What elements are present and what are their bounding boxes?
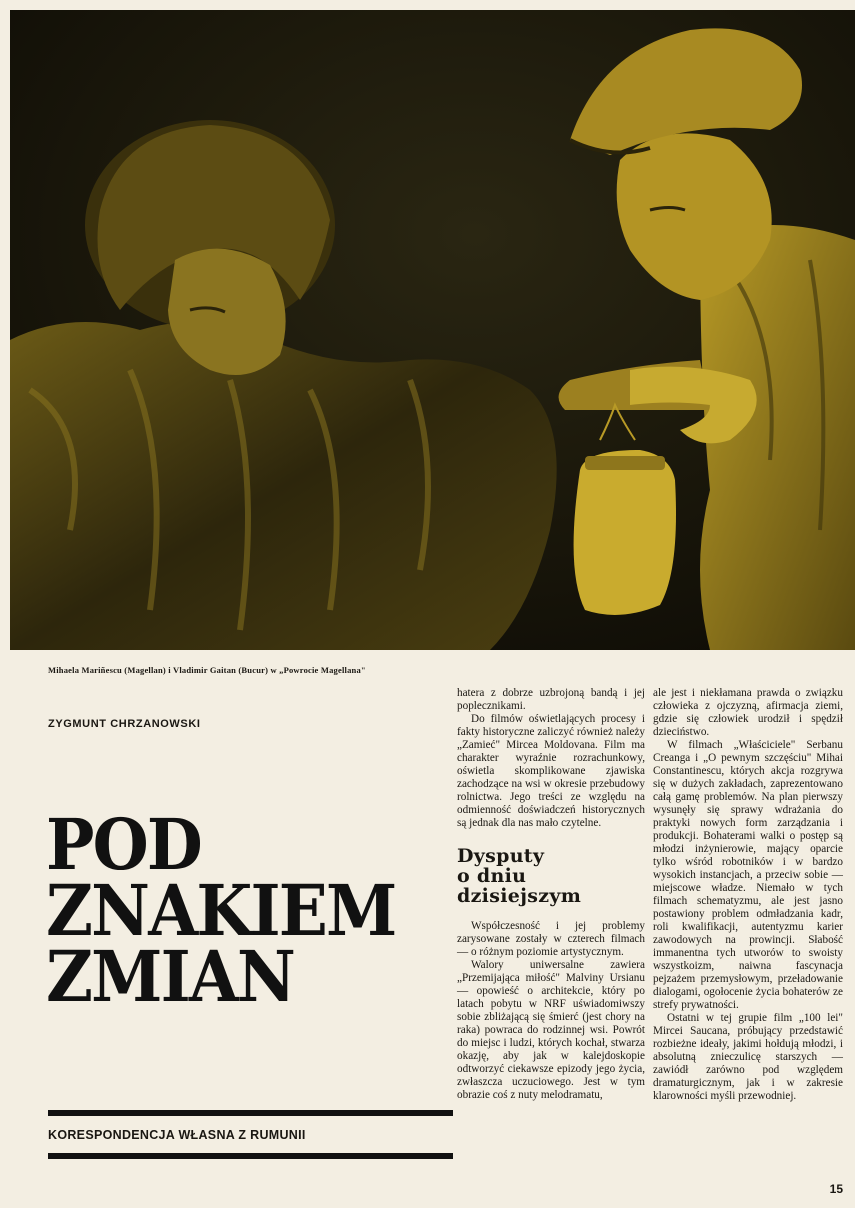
article-headline: [46, 803, 456, 1018]
text-column-1: [457, 687, 645, 1102]
section-title-line-3: dzisiejszym: [457, 885, 582, 907]
paragraph: Współczesność i jej problemy zarysowane zostały w czterech filmach — o różnym poziomie artystycznym.: [457, 920, 645, 958]
text-column-2: [653, 687, 843, 1103]
paragraph: hatera z dobrze uzbrojoną bandą i jej poplecznikami.: [457, 687, 645, 712]
headline-line-2: ZNAKIEM: [46, 869, 396, 952]
headline-rule-top: [48, 1110, 453, 1116]
section-title-line-2: o dniu: [457, 865, 527, 887]
headline-line-3: ZMIAN: [46, 935, 295, 1018]
section-title-line-1: Dysputy: [457, 845, 545, 867]
section-title: [457, 846, 645, 906]
paragraph: Do filmów oświetlających procesy i fakty historyczne zaliczyć również należy „Zamieć" Mircea Moldovana. Film ma charakter wyraźnie rozrachunkowy, oświetla skomplikowane zjawiska zachodzące na wsi w okresie przebudowy rolnictwa. Jego treści ze względu na odmienność doświadczeń historycznych są jednak dla nas mało czytelne.: [457, 713, 645, 829]
paragraph: ale jest i niekłamana prawda o związku człowieka z ojczyzną, afirmacja ziemi, gdzie się człowiek urodził i spędził dzieciństwo.: [653, 687, 843, 738]
article-subheadline: KORESPONDENCJA WŁASNA Z RUMUNII: [48, 1128, 306, 1142]
paragraph: Ostatni w tej grupie film „100 lei" Mircei Saucana, próbujący przedstawić rozbieżne ideały, jakimi hołdują młodzi, i absolutną znieczulicę starszych — zawiódł zarówno pod względem dramaturgicznym, jak i w zakresie klarowności myśli przewodniej.: [653, 1012, 843, 1102]
paragraph: W filmach „Właściciele" Serbanu Creanga i „O pewnym szczęściu" Mihai Constantinescu, których akcja rozgrywa się w dużych zakładach, zaprezentowano całą gamę problemów. Na plan pierwszy wysunęły się sprawy wdrażania do praktyki nowych form zarządzania i produkcji. Bohaterami walki o postęp są młodzi inżynierowie, mający oparcie tylko wśród robotników i w bardzo wysokich instancjach, a przeciw sobie — miejscowe władze. Niemało w tych filmach schematyzmu, ale jest jasno postawiony problem odmładzania kadr, roli kwalifikacji, autentyzmu karier zawodowych na prowincji. Słabość immanentna tych utworów to swoisty wszystkoizm, naiwna fascynacja pejzażem przemysłowym, przeładowanie dialogami, ogołocenie życia bohaterów ze strefy prywatności.: [653, 739, 843, 1011]
film-still-illustration: [10, 10, 855, 650]
page-number: 15: [829, 1182, 843, 1196]
photo-caption: Mihaela Mariñescu (Magellan) i Vladimir Gaitan (Bucur) w „Powrocie Magellana": [48, 665, 366, 675]
article-author: ZYGMUNT CHRZANOWSKI: [48, 718, 201, 730]
film-still-photo: [10, 10, 855, 650]
headline-rule-bottom: [48, 1153, 453, 1159]
paragraph: Walory uniwersalne zawiera „Przemijająca miłość" Malviny Ursianu — opowieść o architekcie, który po latach pobytu w NRF uświadomiwszy sobie zbliżającą się śmierć (jest chory na raka) powraca do rodzinnej wsi. Powrót do miejsc i ludzi, których kochał, stwarza okazję, aby jak w kalejdoskopie odtworzyć ciekawsze epizody jego życia, zwłaszcza uczuciowego. Jest w tym obrazie coś z nuty melodramatu,: [457, 959, 645, 1101]
headline-line-1: POD: [46, 803, 201, 886]
